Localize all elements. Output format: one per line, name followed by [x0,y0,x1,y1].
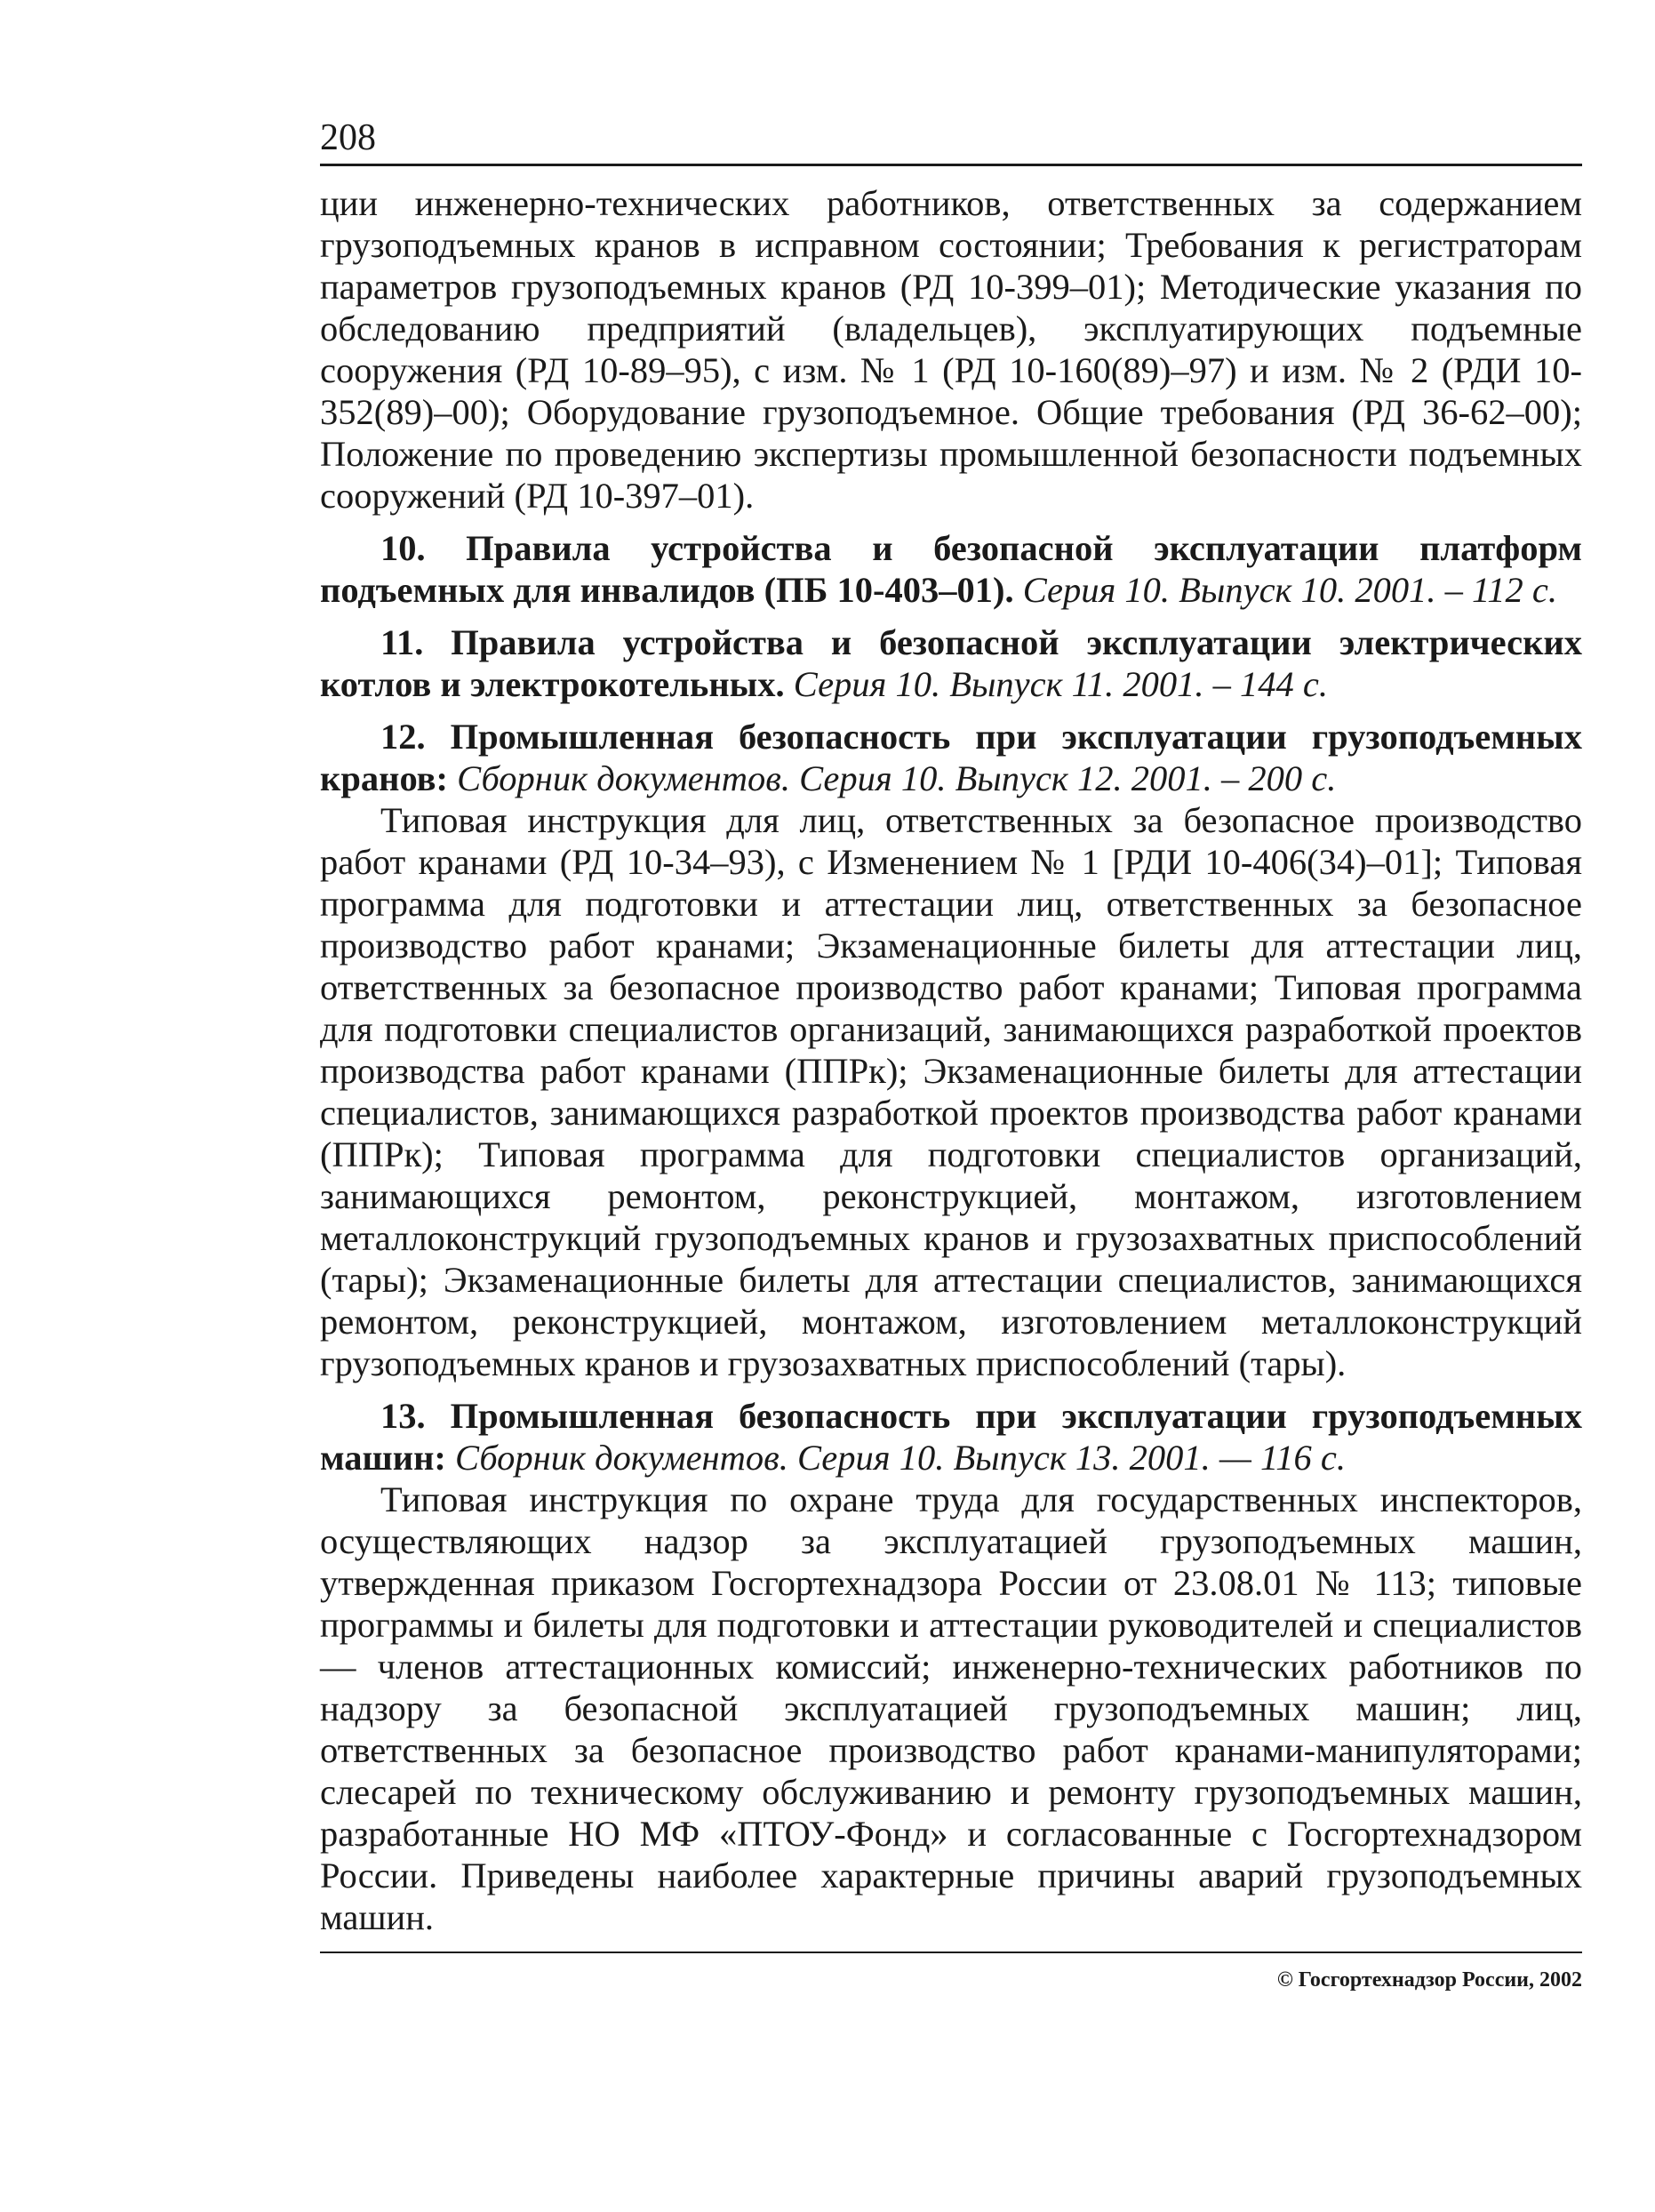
intro-paragraph: ции инженерно-технических работников, ответственных за содержанием грузоподъемных кранов в исправном состоянии; Требования к регистраторам параметров грузоподъемных кранов (РД 10-399–01); Методические указания по обследованию предприятий (владельцев), эксплуатирующих подъемные сооружения (РД 10-89–95), с изм. № 1 (РД 10-160(89)–97) и изм. № 2 (РДИ 10-352(89)–00); Оборудование грузоподъемное. Общие требования (РД 36-62–00); Положение по проведению экспертизы промышленной безопасности подъемных сооружений (РД 10-397–01). [320,183,1582,516]
entry-heading [320,621,1582,705]
copyright-notice: © Госгортехнадзор России, 2002 [1276,1968,1582,1992]
list-item [320,1395,1582,1938]
entry-title: 13. Промышленная безопасность при эксплуатации грузоподъемных машин: [320,1396,1582,1478]
entry-source: Серия 10. Выпуск 10. 2001. – 112 с. [1022,570,1557,610]
entry-title: 12. Промышленная безопасность при эксплуатации грузоподъемных кранов: [320,717,1582,798]
list-item [320,716,1582,1384]
entry-heading [320,716,1582,799]
entry-heading [320,527,1582,611]
page-number: 208 [320,117,376,158]
header-rule [320,164,1582,166]
entry-source: Серия 10. Выпуск 11. 2001. – 144 с. [793,664,1329,704]
entry-title: 11. Правила устройства и безопасной эксплуатации электрических котлов и электрокотельных. [320,622,1582,704]
footer-rule [320,1952,1582,1953]
page-content [320,116,1582,1938]
entry-heading [320,1395,1582,1479]
list-item [320,527,1582,611]
entry-title: 10. Правила устройства и безопасной эксплуатации платформ подъемных для инвалидов (ПБ 10-403–01). [320,528,1582,610]
entry-source: Сборник документов. Серия 10. Выпуск 13. 2001. — 116 с. [455,1438,1346,1478]
list-item [320,621,1582,705]
entry-description: Типовая инструкция по охране труда для государственных инспекторов, осуществляющих надзор за эксплуатацией грузоподъемных машин, утвержденная приказом Госгортехнадзора России от 23.08.01 № 113; типовые программы и билеты для подготовки и аттестации руководителей и специалистов — членов аттестационных комиссий; инженерно-технических работников по надзору за безопасной эксплуатацией грузоподъемных машин; лиц, ответственных за безопасное производство работ кранами-манипуляторами; слесарей по техническому обслуживанию и ремонту грузоподъемных машин, разработанные НО МФ «ПТОУ-Фонд» и согласованные с Госгортехнадзором России. Приведены наиболее характерные причины аварий грузоподъемных машин. [320,1479,1582,1937]
entry-description: Типовая инструкция для лиц, ответственных за безопасное производство работ кранами (РД 10-34–93), с Изменением № 1 [РДИ 10-406(34)–01]; Типовая программа для подготовки и аттестации лиц, ответственных за безопасное производство работ кранами; Экзаменационные билеты для аттестации лиц, ответственных за безопасное производство работ кранами; Типовая программа для подготовки специалистов организаций, занимающихся разработкой проектов производства работ кранами (ППРк); Экзаменационные билеты для аттестации специалистов, занимающихся разработкой проектов производства работ кранами (ППРк); Типовая программа для подготовки специалистов организаций, занимающихся ремонтом, реконструкцией, монтажом, изготовлением металлоконструкций грузоподъемных кранов и грузозахватных приспособлений (тары); Экзаменационные билеты для аттестации специалистов, занимающихся ремонтом, реконструкцией, монтажом, изготовлением металлоконструкций грузоподъемных кранов и грузозахватных приспособлений (тары). [320,800,1582,1383]
entry-source: Сборник документов. Серия 10. Выпуск 12. 2001. – 200 с. [457,758,1337,798]
